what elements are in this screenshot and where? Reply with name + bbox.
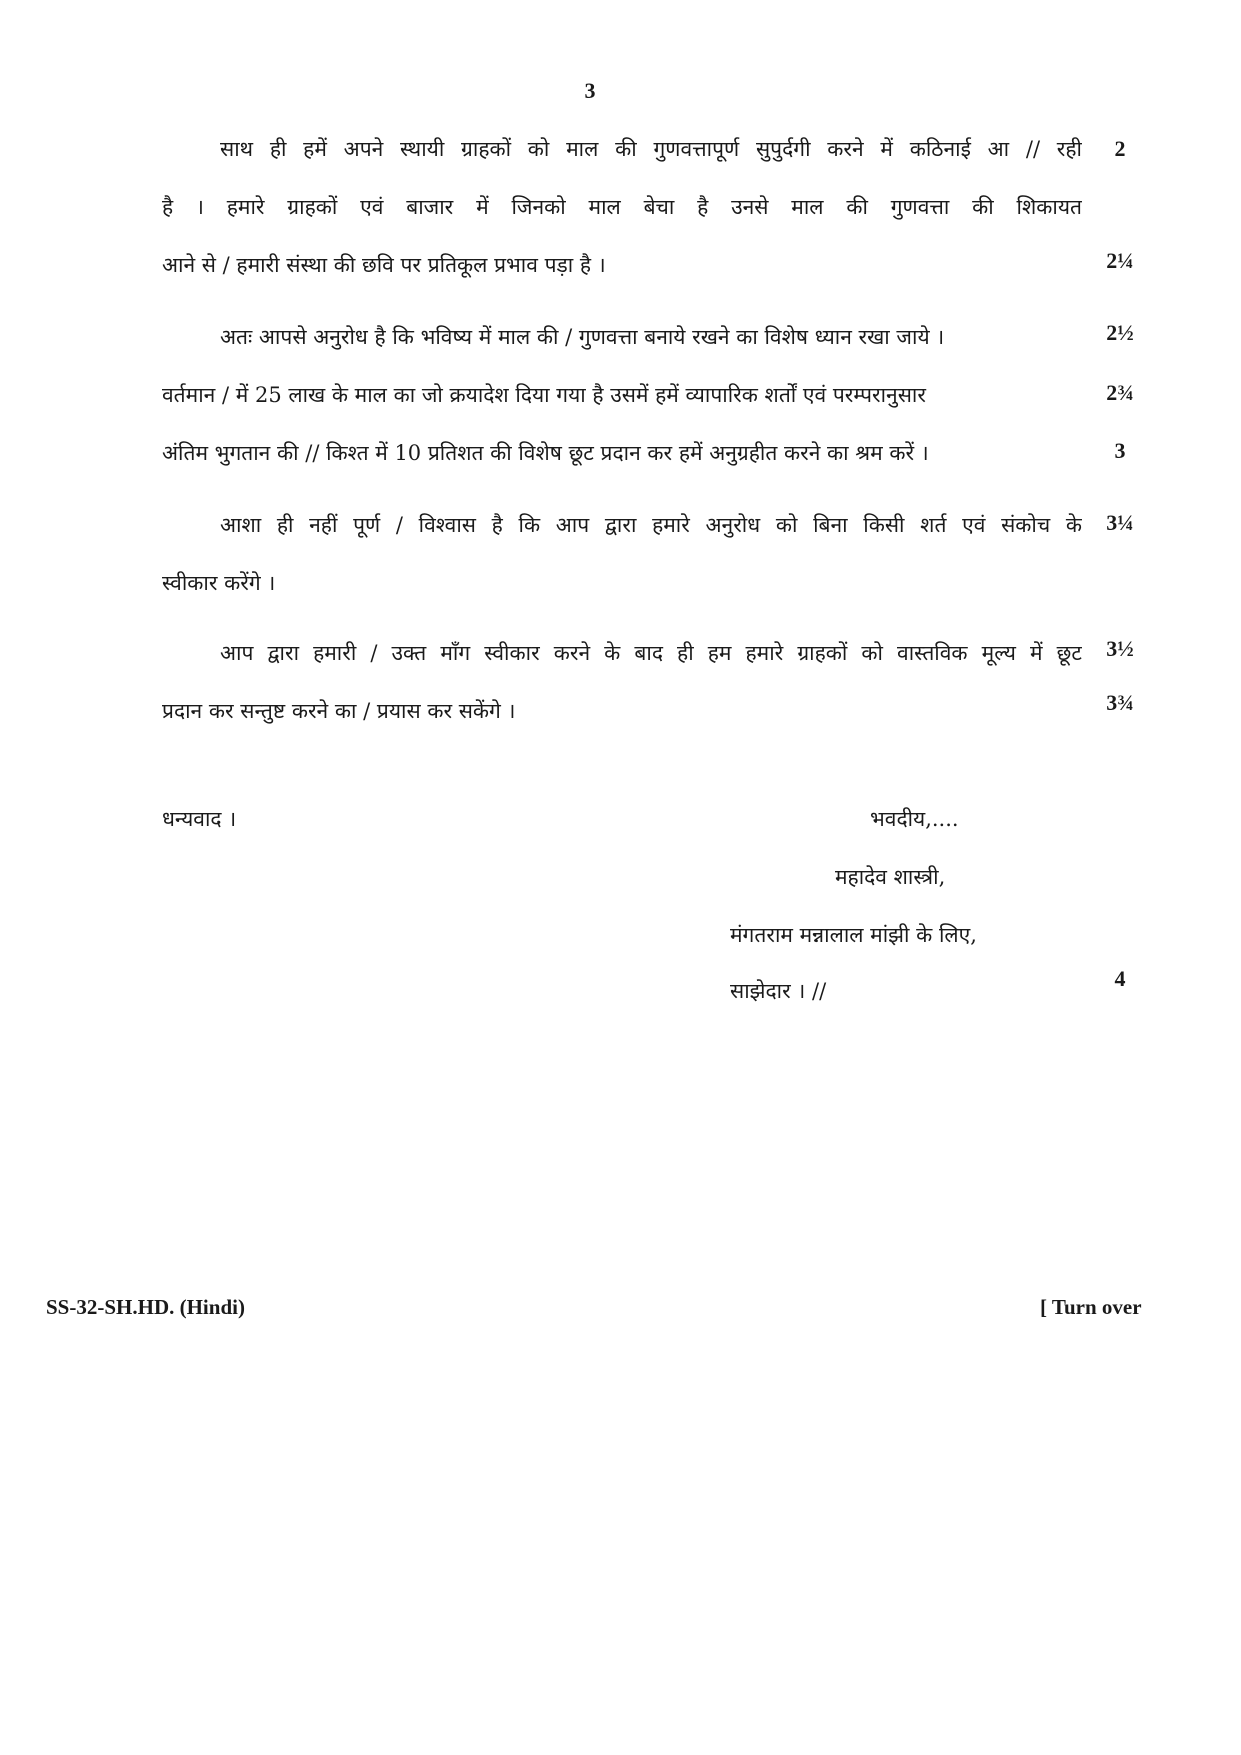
para4-line1: आप द्वारा हमारी / उक्त माँग स्वीकार करने के बाद ही हम हमारे ग्राहकों को वास्तविक मूल्य में छूट <box>220 641 1082 665</box>
para2-line1: अतः आपसे अनुरोध है कि भविष्य में माल की / गुणवत्ता बनाये रखने का विशेष ध्यान रखा जाये । <box>220 325 945 349</box>
para4-line2: प्रदान कर सन्तुष्ट करने का / प्रयास कर सकेंगे । <box>162 699 516 723</box>
signatory-name: महादेव शास्त्री, <box>835 865 946 889</box>
thanks-text: धन्यवाद । <box>162 807 237 831</box>
para1-line2: है । हमारे ग्राहकों एवं बाजार में जिनको माल बेचा है उनसे माल की गुणवत्ता की शिकायत <box>162 195 1082 219</box>
mark-3-three-quarter: 3¾ <box>1106 690 1134 715</box>
para1-line3: आने से / हमारी संस्था की छवि पर प्रतिकूल प्रभाव पड़ा है । <box>162 253 606 277</box>
mark-3-quarter: 3¼ <box>1106 510 1134 535</box>
designation: साझेदार । // <box>730 979 827 1003</box>
mark-2-three-quarter: 2¾ <box>1106 380 1134 405</box>
mark-2-half: 2½ <box>1106 320 1134 345</box>
mark-4: 4 <box>1114 966 1126 991</box>
turn-over: [ Turn over <box>1040 1295 1142 1319</box>
firm-name: मंगतराम मन्नालाल मांझी के लिए, <box>730 923 977 947</box>
paper-code: SS-32-SH.HD. (Hindi) <box>46 1295 245 1319</box>
mark-3: 3 <box>1114 438 1126 463</box>
para2-line2: वर्तमान / में 25 लाख के माल का जो क्रयादेश दिया गया है उसमें हमें व्यापारिक शर्तों एवं परम्परानुसार <box>162 383 926 407</box>
page-number: 3 <box>584 78 596 103</box>
para2-line3: अंतिम भुगतान की // किश्त में 10 प्रतिशत की विशेष छूट प्रदान कर हमें अनुग्रहीत करने का श्रम करें । <box>162 441 929 465</box>
para1-line1: साथ ही हमें अपने स्थायी ग्राहकों को माल की गुणवत्तापूर्ण सुपुर्दगी करने में कठिनाई आ // रही <box>220 137 1082 161</box>
yours-text: भवदीय,.... <box>870 807 959 831</box>
para3-line2: स्वीकार करेंगे । <box>162 571 276 595</box>
mark-2-quarter: 2¼ <box>1106 248 1134 273</box>
mark-3-half: 3½ <box>1106 636 1134 661</box>
mark-2: 2 <box>1114 136 1126 161</box>
para3-line1: आशा ही नहीं पूर्ण / विश्वास है कि आप द्वारा हमारे अनुरोध को बिना किसी शर्त एवं संकोच के <box>220 513 1082 537</box>
